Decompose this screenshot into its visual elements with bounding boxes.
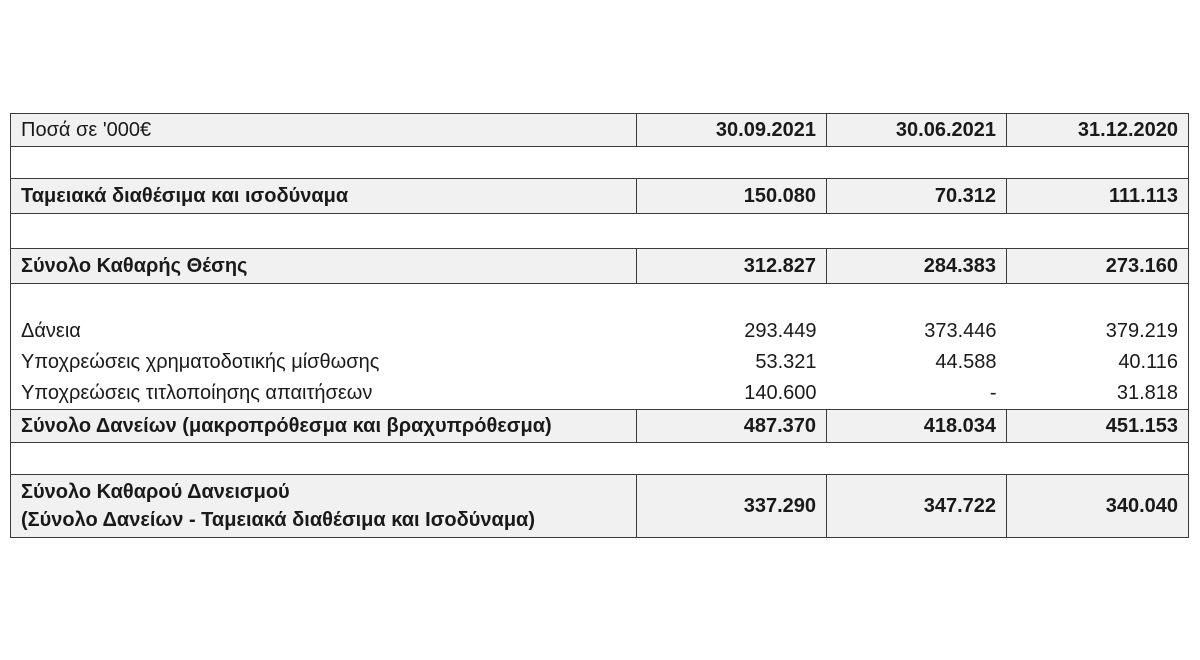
spacer-row [11,284,1189,317]
securitization-liabilities-label: Υποχρεώσεις τιτλοποίησης απαιτήσεων [11,378,637,410]
spacer-row [11,147,1189,179]
securitization-liabilities-value-3: 31.818 [1007,378,1189,410]
net-equity-value-2: 284.383 [827,249,1007,284]
loans-value-1: 293.449 [744,320,817,342]
column-date-1: 30.09.2021 [637,114,827,147]
lease-liabilities-value-3: 40.116 [1007,347,1189,378]
spacer-row [11,443,1189,475]
header-row [11,114,1189,147]
spacer-row [11,214,1189,249]
cash-value-2: 70.312 [827,179,1007,214]
cash-row [11,179,1189,214]
column-date-2: 30.06.2021 [827,114,1007,147]
net-equity-row [11,249,1189,284]
net-equity-value-1: 312.827 [637,249,827,284]
cash-label: Ταμειακά διαθέσιμα και ισοδύναμα [11,179,637,214]
total-loans-value-3: 451.153 [1007,410,1189,443]
net-debt-value-2: 347.722 [827,475,1007,538]
net-debt-label [11,475,637,538]
total-loans-value-2: 418.034 [827,410,1007,443]
cash-value-1: 150.080 [637,179,827,214]
column-date-3: 31.12.2020 [1007,114,1189,147]
total-loans-value-1: 487.370 [637,410,827,443]
lease-liabilities-value-1: 53.321 [755,351,817,373]
net-debt-label-line1: Σύνολο Καθαρού Δανεισμού [21,481,290,503]
net-debt-value-3: 340.040 [1007,475,1189,538]
amount-unit-label: Ποσά σε '000€ [11,114,637,147]
net-debt-label-line2: (Σύνολο Δανείων - Ταμειακά διαθέσιμα και Ισοδύναμα) [21,509,536,531]
loans-row [11,316,1189,347]
lease-liabilities-label: Υποχρεώσεις χρηματοδοτικής μίσθωσης [11,347,637,378]
securitization-liabilities-row [11,378,1189,410]
loans-value-2: 373.446 [924,320,997,342]
loans-value-3: 379.219 [1007,316,1189,347]
cash-value-3: 111.113 [1007,179,1189,214]
net-equity-label: Σύνολο Καθαρής Θέσης [11,249,637,284]
lease-liabilities-value-2: 44.588 [935,351,997,373]
securitization-liabilities-value-2: - [989,382,997,404]
net-equity-value-3: 273.160 [1007,249,1189,284]
net-debt-value-1: 337.290 [637,475,827,538]
total-loans-row [11,410,1189,443]
lease-liabilities-row [11,347,1189,378]
financial-table [10,113,1189,538]
loans-label: Δάνεια [11,316,637,347]
total-loans-label: Σύνολο Δανείων (μακροπρόθεσμα και βραχυπρόθεσμα) [11,410,637,443]
securitization-liabilities-value-1: 140.600 [744,382,817,404]
net-debt-row [11,475,1189,538]
